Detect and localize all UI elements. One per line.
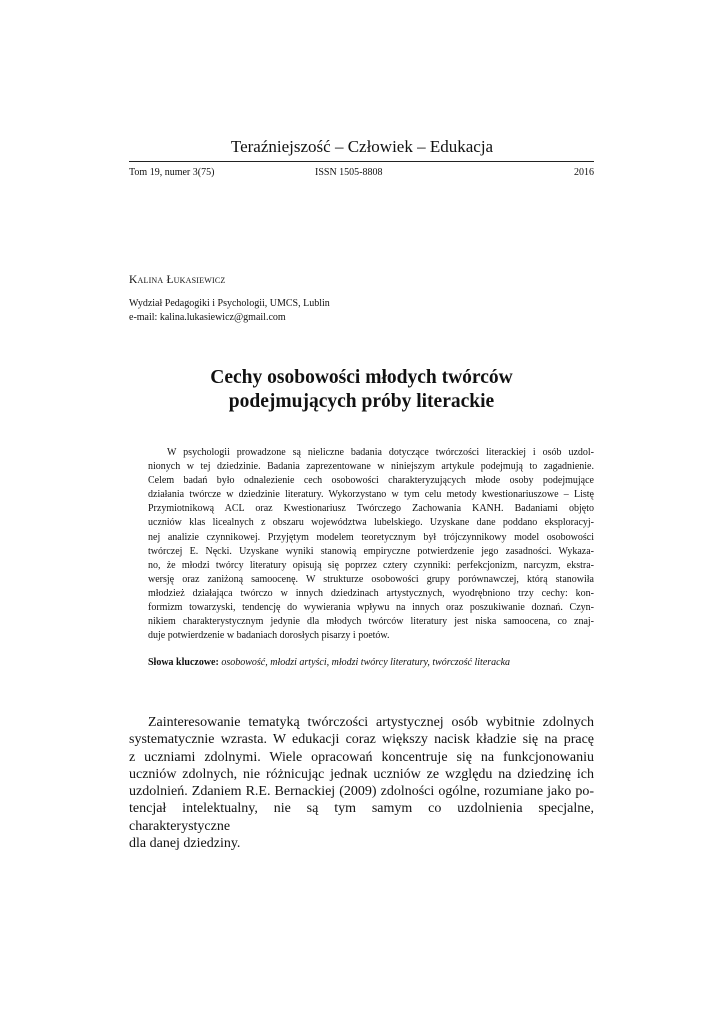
body-paragraph: [129, 714, 594, 852]
keywords-text: osobowość, młodzi artyści, młodzi twórcy literatury, twórczość literacka: [221, 657, 511, 668]
abstract-line: uczniów klas licealnych z obszaru województwa lubelskiego. Uzyskane dane poddano eksploracyj-: [148, 517, 594, 529]
abstract-line: no, że młodzi twórcy literatury opisują się poprzez cztery czynniki: perfekcjonizm, narcyzm, ekstra-: [148, 559, 594, 571]
keywords: [148, 657, 594, 668]
abstract-line: Celem badań było odnalezienie cech osobowości charakteryzujących młode osoby podejmujące: [148, 475, 594, 487]
abstract-line: nej analizie czynnikowej. Przyjętym modelem teoretycznym był trójczynnikowy model osobowości: [148, 531, 594, 543]
volume-number: Tom 19, numer 3(75): [129, 167, 215, 178]
article-title-line-2: podejmujących próby literackie: [228, 391, 495, 412]
body-line: uzdolnień. Zdaniem R.E. Bernackiej (2009) zdolności ogólne, rozumiane jako po-: [129, 784, 594, 800]
abstract-line: formizm towarzyski, tendencję do wywierania wpływu na innych oraz poszukiwanie doznań. Czyn-: [148, 602, 594, 614]
author-name: Kalina Łukasiewicz: [129, 274, 226, 286]
publication-year: 2016: [574, 167, 594, 178]
author-affiliation-block: [129, 297, 330, 325]
header-rule: [129, 161, 594, 162]
article-title: [129, 366, 594, 414]
journal-title: Teraźniejszość – Człowiek – Edukacja: [230, 137, 494, 156]
article-title-line-1: Cechy osobowości młodych twórców: [210, 367, 513, 388]
body-line: dla danej dziedziny.: [129, 836, 241, 852]
abstract-line: Przymiotnikową ACL oraz Kwestionariusz Twórczego Zachowania KANH. Badaniami objęto: [148, 503, 594, 515]
issn: ISSN 1505-8808: [315, 167, 383, 178]
author-email: e-mail: kalina.lukasiewicz@gmail.com: [129, 312, 286, 323]
abstract-line: duje potwierdzenie w badaniach dorosłych pisarzy i poetów.: [148, 630, 390, 642]
abstract-line: wersję oraz zaniżoną samoocenę. W strukturze osobowości grupy porównawczej, którą stanowiła: [148, 573, 594, 585]
abstract-line: twórczej E. Nęcki. Uzyskane wyniki stanowią empiryczne potwierdzenie jego zasadności. Wykaza-: [148, 545, 594, 557]
body-line: uczniów zdolnych, nie różnicując jednak uczniów ze względu na dziedzinę ich: [129, 766, 594, 782]
abstract: [148, 446, 594, 643]
body-line: tencjał intelektualny, nie są tym samym co uzdolnienia specjalne, charakterystyczne: [129, 801, 594, 834]
abstract-line: nionych w tej dziedzinie. Badania zaprezentowane w niniejszym artykule podejmują to zagadnienie.: [148, 461, 594, 473]
author-affiliation: Wydział Pedagogiki i Psychologii, UMCS, Lublin: [129, 298, 330, 309]
abstract-line: młodzież działająca twórczo w innych dziedzinach artystycznych, wyodrębniono trzy cechy: kon-: [148, 587, 594, 599]
abstract-line: działania twórcze w dziedzinie literatury. Wykorzystano w tym celu metody kwestionariuszowe – Listę: [148, 489, 594, 501]
body-line: systematycznie wzrasta. W edukacji coraz większy nacisk kładzie się na pracę: [129, 732, 594, 748]
abstract-line: W psychologii prowadzone są nieliczne badania dotyczące twórczości literackiej i osób uzdol-: [167, 447, 594, 458]
keywords-label: Słowa kluczowe:: [148, 657, 219, 668]
body-line: Zainteresowanie tematyką twórczości artystycznej osób wybitnie zdolnych: [148, 715, 594, 730]
body-line: z uczniami zdolnymi. Wiele opracowań koncentruje się na funkcjonowaniu: [129, 749, 594, 765]
abstract-line: nikiem charakterystycznym jedynie dla młodych twórców literatury jest niska samoocena, co znaj-: [148, 616, 594, 628]
